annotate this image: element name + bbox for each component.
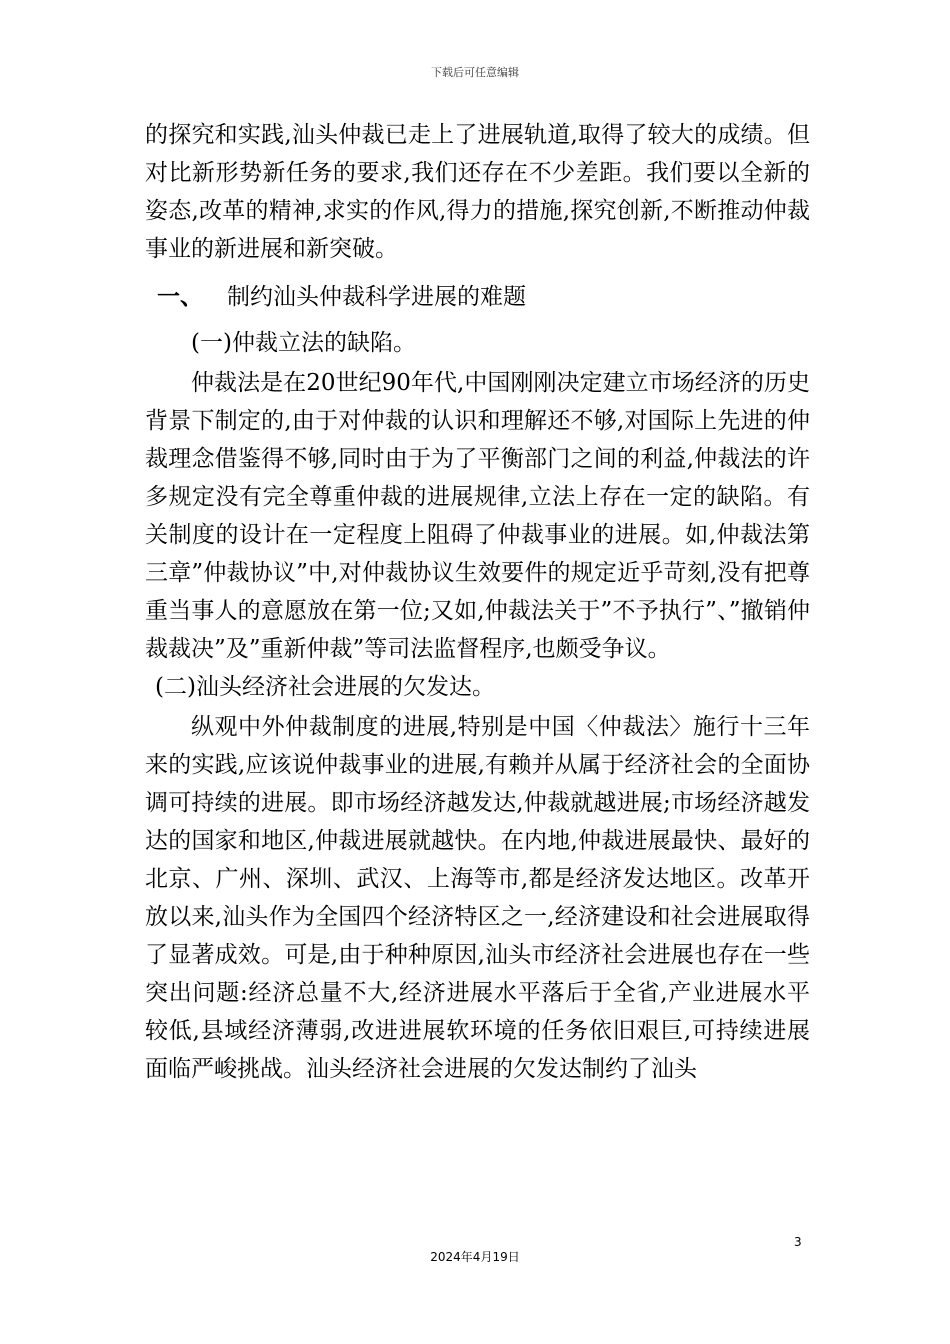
section-heading <box>145 278 810 316</box>
paragraph-continuation: 的探究和实践,汕头仲裁已走上了进展轨道,取得了较大的成绩。但对比新形势新任务的要求,我们还存在不少差距。我们要以全新的姿态,改革的精神,求实的作风,得力的措施,探究创新,不断推动仲裁事业的新进展和新突破。 <box>145 122 810 262</box>
subsection-heading-1: (一)仲裁立法的缺陷。 <box>191 330 416 356</box>
subsection-heading-2: (二)汕头经济社会进展的欠发达。 <box>155 674 495 700</box>
paragraph-economy: 纵观中外仲裁制度的进展,特别是中国〈仲裁法〉施行十三年来的实践,应该说仲裁事业的进展,有赖并从属于经济社会的全面协调可持续的进展。即市场经济越发达,仲裁就越进展;市场经济越发达的国家和地区,仲裁进展就越快。在内地,仲裁进展最快、最好的北京、广州、深圳、武汉、上海等市,都是经济发达地区。改革开放以来,汕头作为全国四个经济特区之一,经济建设和社会进展取得了显著成效。可是,由于种种原因,汕头市经济社会进展也存在一些突出问题:经济总量不大,经济进展水平落后于全省,产业进展水平较低,县域经济薄弱,改进进展软环境的任务依旧艰巨,可持续进展面临严峻挑战。汕头经济社会进展的欠发达制约了汕头 <box>145 714 810 1082</box>
section-number: 一、 <box>157 284 203 310</box>
page-number: 3 <box>794 1235 802 1249</box>
page-header: 下载后可任意编辑 <box>431 66 519 79</box>
page-body <box>145 116 810 1088</box>
footer-date: 2024年4月19日 <box>430 1250 520 1264</box>
section-title: 制约汕头仲裁科学进展的难题 <box>227 284 526 310</box>
paragraph-legislation: 仲裁法是在20世纪90年代,中国刚刚决定建立市场经济的历史背景下制定的,由于对仲裁的认识和理解还不够,对国际上先进的仲裁理念借鉴得不够,同时由于为了平衡部门之间的利益,仲裁法的许多规定没有完全尊重仲裁的进展规律,立法上存在一定的缺陷。有关制度的设计在一定程度上阻碍了仲裁事业的进展。如,仲裁法第三章”仲裁协议”中,对仲裁协议生效要件的规定近乎苛刻,没有把尊重当事人的意愿放在第一位;又如,仲裁法关于”不予执行”、”撤销仲裁裁决”及”重新仲裁”等司法监督程序,也颇受争议。 <box>145 370 810 662</box>
